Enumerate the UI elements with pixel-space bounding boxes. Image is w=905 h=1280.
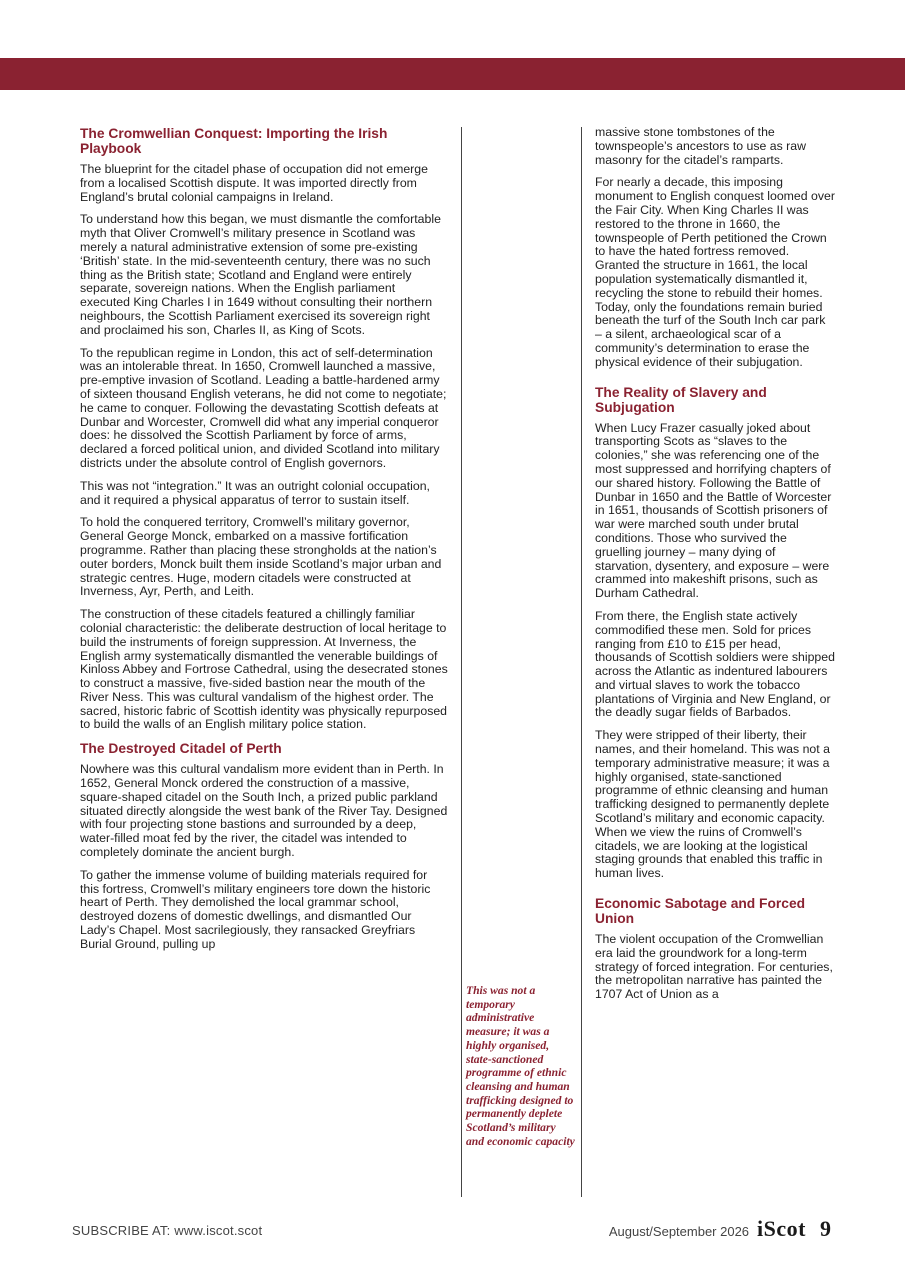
subscribe-link[interactable]: SUBSCRIBE AT: www.iscot.scot [72,1223,263,1238]
body-paragraph: They were stripped of their liberty, their names, and their homeland. This was not a temporary administrative measure; it was a highly organised, state-sanctioned programme of ethnic cleansing and human trafficking designed to permanently deplete Scotland’s military and economic capacity. When we view the ruins of Cromwell’s citadels, we are looking at the logistical staging grounds that enabled this traffic in human lives. [595,728,830,881]
issue-date: August/September 2026 [608,1224,750,1239]
body-paragraph: To gather the immense volume of building materials required for this fortress, Cromwell’s military engineers tore down the historic heart of Perth. They demolished the local grammar school, destroyed dozens of domestic dwellings, and dismantled Our Lady’s Chapel. Most sacrilegiously, they ransacked Greyfriars Burial Ground, pulling up [80,867,431,951]
body-paragraph: From there, the English state actively commodified these men. Sold for prices ranging from £10 to £15 per head, thousands of Scottish soldiers were shipped across the Atlantic as indentured labourers and virtual slaves to work the tobacco plantations of Virginia and New England, or the deadly sugar fields of Barbados. [595,608,835,720]
body-paragraph: To the republican regime in London, this act of self-determination was an intolerable threat. In 1650, Cromwell launched a massive, pre-emptive invasion of Scotland. Leading a battle-hardened army of sixteen thousand English veterans, he did not come to negotiate; he came to conquer. Following the devastating Scottish defeats at Dunbar and Worcester, Cromwell did what any imperial conqueror does: he dissolved the Scottish Parliament by force of arms, declared a forced political union, and divided Scotland into military districts under the absolute control of English governors. [80,345,447,470]
column-divider-left [461,127,462,1197]
body-paragraph: To understand how this began, we must dismantle the comfortable myth that Oliver Cromwell’s military presence in Scotland was merely a natural administrative extension of some pre-existing ‘British’ state. In the mid-seventeenth century, there was no such thing as the British state; Scotland and England were entirely separate, sovereign nations. When the English parliament executed King Charles I in 1649 without consulting their northern neighbours, the Scottish Parliament exercised its sovereign right and proclaimed his son, Charles II, as King of Scots. [80,212,441,337]
section-heading: The Cromwellian Conquest: Importing the Irish Playbook [80,126,388,156]
left-column [80,126,448,961]
body-paragraph: The violent occupation of the Cromwellian era laid the groundwork for a long-term strategy of forced integration. For centuries, the metropolitan narrative has painted the 1707 Act of Union as a [595,932,833,1002]
iscot-logo: iScot [757,1216,806,1241]
body-paragraph: Nowhere was this cultural vandalism more evident than in Perth. In 1652, General Monck ordered the construction of a massive, square-shaped citadel on the South Inch, a prized public parkland situated directly alongside the west bank of the River Tay. Designed with four projecting stone bastions and surrounded by a deep, water-filled moat fed by the river, the citadel was intended to completely dominate the ancient burgh. [80,762,448,860]
section-heading: The Destroyed Citadel of Perth [80,741,282,757]
footer-issue-info [609,1216,831,1242]
body-paragraph: massive stone tombstones of the townspeople’s ancestors to use as raw masonry for the citadel’s ramparts. [595,125,806,167]
section-heading: Economic Sabotage and Forced Union [595,896,806,927]
body-paragraph: To hold the conquered territory, Cromwell’s military governor, General George Monck, embarked on a massive fortification programme. Rather than placing these strongholds at the nation’s outer borders, Monck built them inside Scotland’s major urban and strategic centres. Huge, modern citadels were constructed at Inverness, Ayr, Perth, and Leith. [80,515,442,599]
body-paragraph: For nearly a decade, this imposing monument to English conquest loomed over the Fair City. When King Charles II was restored to the throne in 1660, the townspeople of Perth petitioned the Crown to have the hated fortress removed. Granted the structure in 1661, the local population systematically dismantled it, recycling the stone to rebuild their homes. Today, only the foundations remain buried beneath the turf of the South Inch car park – a silent, archaeological scar of a community’s determination to erase the physical evidence of their subjugation. [595,175,835,369]
body-paragraph: This was not “integration.” It was an outright colonial occupation, and it required a physical apparatus of terror to sustain itself. [80,478,430,507]
body-paragraph: When Lucy Frazer casually joked about transporting Scots as “slaves to the colonies,” she was referencing one of the most suppressed and horrifying chapters of our shared history. Following the Battle of Dunbar in 1650 and the Battle of Worcester in 1651, thousands of Scottish prisoners of war were marched south under brutal conditions. Those who survived the gruelling journey – many dying of starvation, dysentery, and exposure – were crammed into makeshift prisons, such as Durham Cathedral. [595,420,832,601]
body-paragraph: The construction of these citadels featured a chillingly familiar colonial characteristic: the deliberate destruction of local heritage to build the instruments of foreign suppression. At Inverness, the English army systematically dismantled the venerable buildings of Kinloss Abbey and Fortrose Cathedral, using the desecrated stones to construct a massive, five-sided bastion near the mouth of the River Ness. This was cultural vandalism of the highest order. The sacred, historic fabric of Scottish identity was physically repurposed to build the walls of an English military police station. [80,607,448,732]
body-paragraph: The blueprint for the citadel phase of occupation did not emerge from a localised Scottish dispute. It was imported directly from England’s brutal colonial campaigns in Ireland. [80,162,428,204]
page-number: 9 [820,1216,831,1241]
header-band [0,58,905,90]
column-divider-right [581,127,582,1197]
section-heading: The Reality of Slavery and Subjugation [595,384,767,415]
pull-quote: This was not a temporary administrative measure; it was a highly organised, state-sanctioned programme of ethnic cleansing and human trafficking designed to permanently deplete Scotland’s military and economic capacity [466,984,575,1148]
right-column [595,126,835,1011]
